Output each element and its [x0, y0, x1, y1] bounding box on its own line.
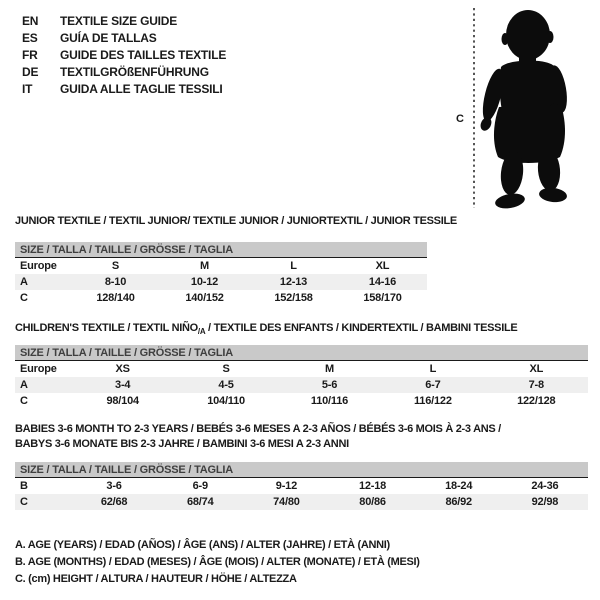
- age-cell: 4-5: [218, 379, 234, 391]
- age-cell: 10-12: [190, 276, 219, 288]
- row-label: Europe: [20, 363, 57, 375]
- language-code: DE: [22, 65, 39, 79]
- height-label: C: [456, 113, 464, 125]
- age-cell: 6-9: [192, 480, 208, 492]
- language-code: EN: [22, 14, 39, 28]
- table-row: [15, 494, 588, 510]
- row-label: A: [20, 276, 28, 288]
- size-cell: L: [429, 363, 437, 375]
- table-row: [15, 361, 588, 378]
- table-row: [15, 393, 588, 409]
- size-cell: S: [222, 363, 230, 375]
- children-title-suffix: / TEXTILE DES ENFANTS / KINDERTEXTIL / BAMBINI TESSILE: [205, 322, 518, 334]
- table-row: [15, 478, 588, 495]
- age-cell: 3-4: [115, 379, 131, 391]
- size-header-bar: SIZE / TALLA / TAILLE / GRÖSSE / TAGLIA: [15, 462, 588, 478]
- table-row: [15, 258, 427, 275]
- row-label: B: [20, 480, 28, 492]
- language-title: GUIDA ALLE TAGLIE TESSILI: [60, 82, 223, 96]
- age-cell: 14-16: [368, 276, 397, 288]
- height-cell: 80/86: [359, 496, 386, 508]
- language-row: [22, 30, 226, 47]
- children-table-section: [15, 322, 588, 409]
- language-title: GUIDE DES TAILLES TEXTILE: [60, 48, 227, 62]
- age-cell: 5-6: [321, 379, 338, 391]
- age-cell: 24-36: [531, 480, 559, 492]
- size-cell: XL: [375, 260, 390, 272]
- children-title-subscript: /A: [197, 327, 206, 337]
- height-cell: 68/74: [186, 496, 214, 508]
- babies-title-line1: BABIES 3-6 MONTH TO 2-3 YEARS / BEBÉS 3-6 MESES A 2-3 AÑOS / BÉBÉS 3-6 MOIS À 2-3 ANS /: [15, 423, 501, 435]
- age-cell: 12-18: [358, 480, 387, 492]
- height-cell: 86/92: [445, 496, 472, 508]
- language-title: GUÍA DE TALLAS: [60, 31, 157, 45]
- language-row: [22, 81, 226, 98]
- age-cell: 7-8: [528, 379, 544, 391]
- legend-line-age-years: A. AGE (YEARS) / EDAD (AÑOS) / ÂGE (ANS) / ALTER (JAHRE) / ETÀ (ANNI): [15, 539, 390, 551]
- language-row: [22, 64, 226, 81]
- age-cell: 6-7: [425, 379, 441, 391]
- babies-title-line2: BABYS 3-6 MONATE BIS 2-3 JAHRE / BAMBINI 3-6 MESI A 2-3 ANNI: [15, 438, 349, 450]
- language-title: TEXTILE SIZE GUIDE: [60, 14, 178, 28]
- table-row: [15, 274, 427, 290]
- height-cell: 98/104: [106, 395, 139, 407]
- language-code: IT: [22, 82, 33, 96]
- row-label: C: [20, 395, 28, 407]
- language-row: [22, 13, 226, 30]
- height-cell: 152/158: [274, 292, 313, 304]
- language-code: ES: [22, 31, 38, 45]
- table-row: [15, 290, 427, 306]
- row-label: C: [20, 292, 28, 304]
- height-cell: 74/80: [273, 496, 300, 508]
- size-cell: L: [290, 260, 297, 272]
- legend-line-age-months: B. AGE (MONTHS) / EDAD (MESES) / ÂGE (MOIS) / ALTER (MONATE) / ETÀ (MESI): [15, 556, 420, 568]
- height-cell: 110/116: [310, 395, 349, 407]
- height-cell: 62/68: [100, 496, 128, 508]
- table-row: [15, 377, 588, 393]
- toddler-figure: [450, 5, 590, 215]
- language-title: TEXTILGRÖßENFÜHRUNG: [60, 65, 209, 79]
- height-cell: 104/110: [207, 395, 245, 407]
- size-cell: XS: [115, 363, 130, 375]
- height-cell: 92/98: [531, 496, 559, 508]
- age-cell: 3-6: [106, 480, 122, 492]
- toddler-silhouette-icon: [479, 10, 571, 210]
- height-cell: 122/128: [517, 395, 556, 407]
- size-cell: XL: [529, 363, 544, 375]
- height-cell: 158/170: [363, 292, 402, 304]
- size-cell: S: [111, 260, 120, 272]
- babies-table-title: [15, 422, 588, 452]
- language-title-list: [22, 13, 226, 98]
- age-cell: 8-10: [104, 276, 127, 288]
- babies-table-section: [15, 422, 588, 510]
- age-cell: 18-24: [445, 480, 473, 492]
- row-label: C: [20, 496, 28, 508]
- age-cell: 12-13: [279, 276, 308, 288]
- language-row: [22, 47, 226, 64]
- junior-size-table: [15, 242, 427, 306]
- height-cell: 140/152: [185, 292, 224, 304]
- height-cell: 116/122: [413, 395, 452, 407]
- size-cell: M: [324, 363, 334, 375]
- size-header-bar: SIZE / TALLA / TAILLE / GRÖSSE / TAGLIA: [15, 345, 588, 361]
- language-code: FR: [22, 48, 38, 62]
- age-cell: 9-12: [275, 480, 297, 492]
- babies-size-table: [15, 462, 588, 510]
- junior-table-section: [15, 215, 457, 306]
- children-title-prefix: CHILDREN'S TEXTILE / TEXTIL NIÑO: [15, 322, 198, 334]
- children-size-table: [15, 345, 588, 409]
- size-header-bar: SIZE / TALLA / TAILLE / GRÖSSE / TAGLIA: [15, 242, 427, 258]
- junior-table-title: JUNIOR TEXTILE / TEXTIL JUNIOR/ TEXTILE JUNIOR / JUNIORTEXTIL / JUNIOR TESSILE: [15, 215, 457, 227]
- row-label: Europe: [20, 260, 57, 272]
- measure-legend: [15, 537, 420, 588]
- legend-line-height: C. (cm) HEIGHT / ALTURA / HAUTEUR / HÖHE / ALTEZZA: [15, 573, 297, 585]
- children-table-title: [15, 322, 588, 335]
- size-cell: M: [200, 260, 209, 272]
- height-cell: 128/140: [96, 292, 135, 304]
- row-label: A: [20, 379, 28, 391]
